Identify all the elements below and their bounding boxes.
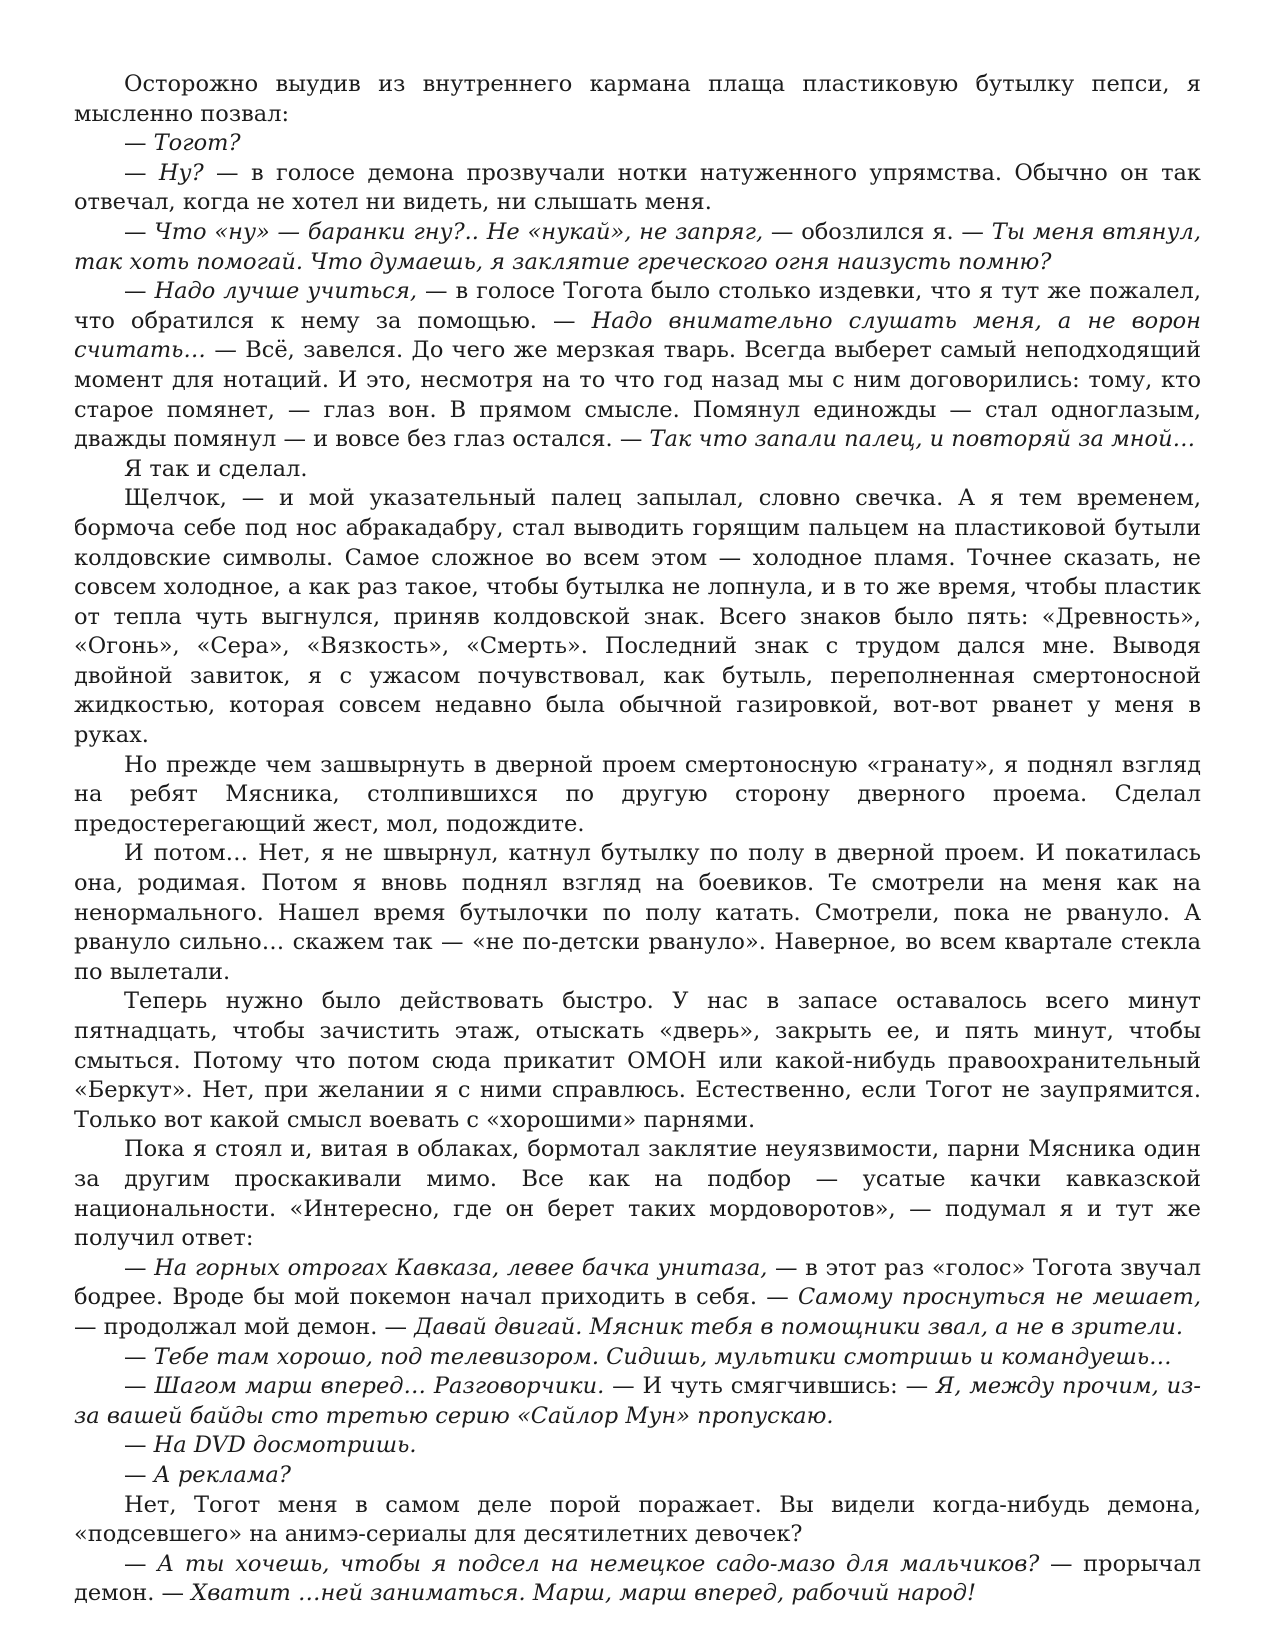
- paragraph: [74, 1135, 1201, 1253]
- text-run: Нет, Тогот меня в самом деле порой поражает. Вы видели когда-нибудь демона, «подсевшего» на анимэ-сериалы для десятилетних девочек?: [74, 1491, 1201, 1548]
- italic-speech: Ты меня втянул, так хоть помогай. Что думаешь, я заклятие греческого огня наизусть помню?: [74, 218, 1201, 275]
- text-run: —: [124, 1343, 154, 1370]
- paragraph: [74, 159, 1201, 218]
- paragraph: [74, 987, 1201, 1135]
- text-run: — в голосе Тогота было столько издевки, что я тут же пожалел, что обратился к нему за помощью. —: [74, 278, 1202, 334]
- text-run: —: [124, 1550, 158, 1577]
- italic-speech: Хватит …ней заниматься. Марш, марш вперед, рабочий народ!: [191, 1580, 977, 1607]
- text-run: —: [124, 278, 155, 305]
- text-run: — в голосе демона прозвучали нотки натуженного упрямства. Обычно он так отвечал, когда не хотел ни видеть, ни слышать меня.: [74, 159, 1201, 216]
- text-run: — продолжал мой демон. —: [74, 1313, 415, 1340]
- text-run: Осторожно выудив из внутреннего кармана плаща пластиковую бутылку пепси, я мысленно позвал:: [74, 71, 1201, 127]
- text-run: —: [124, 159, 159, 186]
- text-run: —: [124, 130, 154, 157]
- italic-speech: А ты хочешь, чтобы я подсел на немецкое садо-мазо для мальчиков?: [157, 1550, 1040, 1577]
- paragraph: [74, 484, 1201, 750]
- italic-speech: Тебе там хорошо, под телевизором. Сидишь, мультики смотришь и командуешь…: [153, 1343, 1172, 1370]
- paragraph: [74, 277, 1201, 455]
- text-run: — обозлился я. —: [763, 218, 992, 245]
- text-run: Щелчок, — и мой указательный палец запылал, словно свечка. А я тем временем, бормоча себе под нос абракадабру, стал выводить горящим пальцем на пластиковой бутыли колдовские символы. Самое сложное во всем этом — холодное пламя. Точнее сказать, не совсем холодное, а как раз такое, чтобы бутылка не лопнула, и в то же время, чтобы пластик от тепла чуть выгнулся, приняв колдовской знак. Всего знаков было пять: «Древность», «Огонь», «Сера», «Вязкость», «Смерть». Последний знак с трудом дался мне. Выводя двойной завиток, я с ужасом почувствовал, как бутыль, переполненная смертоносной жидкостью, которая совсем недавно была обычной газировкой, вот-вот рванет у меня в руках.: [74, 485, 1201, 749]
- italic-speech: А реклама?: [153, 1461, 291, 1488]
- italic-speech: Давай двигай. Мясник тебя в помощники звал, а не в зрители.: [414, 1313, 1184, 1340]
- text-run: —: [124, 1432, 154, 1459]
- paragraph: [74, 839, 1201, 987]
- text-run: Я так и сделал.: [124, 455, 308, 482]
- italic-speech: Тогот?: [153, 130, 241, 157]
- italic-speech: На DVD досмотришь.: [153, 1432, 417, 1459]
- italic-speech: Шагом марш вперед… Разговорчики.: [154, 1373, 605, 1400]
- text-run: —: [124, 218, 155, 245]
- text-run: Теперь нужно было действовать быстро. У нас в запасе оставалось всего минут пятнадцать, чтобы зачистить этаж, отыскать «дверь», закрыть ее, и пять минут, чтобы смыться. Потому что потом сюда прикатит ОМОН или какой-нибудь правоохранительный «Беркут». Нет, при желании я с ними справлюсь. Естественно, если Тогот не заупрямится. Только вот какой смысл воевать с «хорошими» парнями.: [74, 988, 1201, 1133]
- text-run: Но прежде чем зашвырнуть в дверной проем смертоносную «гранату», я поднял взгляд на ребят Мясника, столпившихся по другую сторону дверного проема. Сделал предостерегающий жест, мол, подождите.: [74, 751, 1201, 837]
- paragraph: [74, 1550, 1201, 1609]
- text-run: — в этот раз «голос» Тогота звучал бодрее. Вроде бы мой покемон начал приходить в себя. —: [74, 1254, 1201, 1311]
- text-run: —: [124, 1254, 155, 1281]
- text-run: —: [124, 1461, 154, 1488]
- text-run: — Всё, завелся. До чего же мерзкая тварь. Всегда выберет самый неподходящий момент для нотаций. И это, несмотря на то что год назад мы с ним договорились: тому, кто старое помянет, — глаз вон. В прямом смысле. Помянул единожды — стал одноглазым, дважды помянул — и вовсе без глаз остался. —: [74, 337, 1201, 453]
- italic-speech: Ну?: [158, 159, 204, 186]
- paragraph: [74, 1254, 1201, 1343]
- paragraph: [74, 1431, 1201, 1461]
- paragraph: [74, 751, 1201, 840]
- paragraph: [74, 1343, 1201, 1373]
- page-text: [74, 70, 1201, 1609]
- text-run: — прорычал демон. —: [74, 1550, 1202, 1607]
- italic-speech: Самому проснуться не мешает,: [798, 1284, 1201, 1311]
- paragraph: [74, 70, 1201, 129]
- paragraph: [74, 1461, 1201, 1491]
- italic-speech: На горных отрогах Кавказа, левее бачка унитаза,: [154, 1254, 768, 1281]
- italic-speech: Надо лучше учиться,: [154, 278, 418, 305]
- text-run: И потом… Нет, я не швырнул, катнул бутылку по полу в дверной проем. И покатилась она, родимая. Потом я вновь поднял взгляд на боевиков. Те смотрели на меня как на ненормального. Нашел время бутылочки по полу катать. Смотрели, пока не рвануло. А рвануло сильно… скажем так — «не по-детски рвануло». Наверное, во всем квартале стекла по вылетали.: [74, 840, 1201, 985]
- italic-speech: Надо внимательно слушать меня, а не ворон считать…: [74, 307, 1201, 364]
- text-run: — И чуть смягчившись: —: [604, 1373, 937, 1400]
- italic-speech: Так что запали палец, и повторяй за мной…: [649, 426, 1196, 453]
- text-run: —: [124, 1373, 155, 1400]
- paragraph: [74, 1491, 1201, 1550]
- italic-speech: Я, между прочим, из-за вашей байды сто третью серию «Сайлор Мун» пропускаю.: [74, 1373, 1201, 1429]
- paragraph: [74, 129, 1201, 159]
- paragraph: [74, 455, 1201, 485]
- paragraph: [74, 218, 1201, 277]
- paragraph: [74, 1372, 1201, 1431]
- text-run: Пока я стоял и, витая в облаках, бормотал заклятие неуязвимости, парни Мясника один за другим проскакивали мимо. Все как на подбор — усатые качки кавказской национальности. «Интересно, где он берет таких мордоворотов», — подумал я и тут же получил ответ:: [74, 1136, 1201, 1252]
- italic-speech: Что «ну» — баранки гну?.. Не «нукай», не запряг,: [154, 218, 764, 245]
